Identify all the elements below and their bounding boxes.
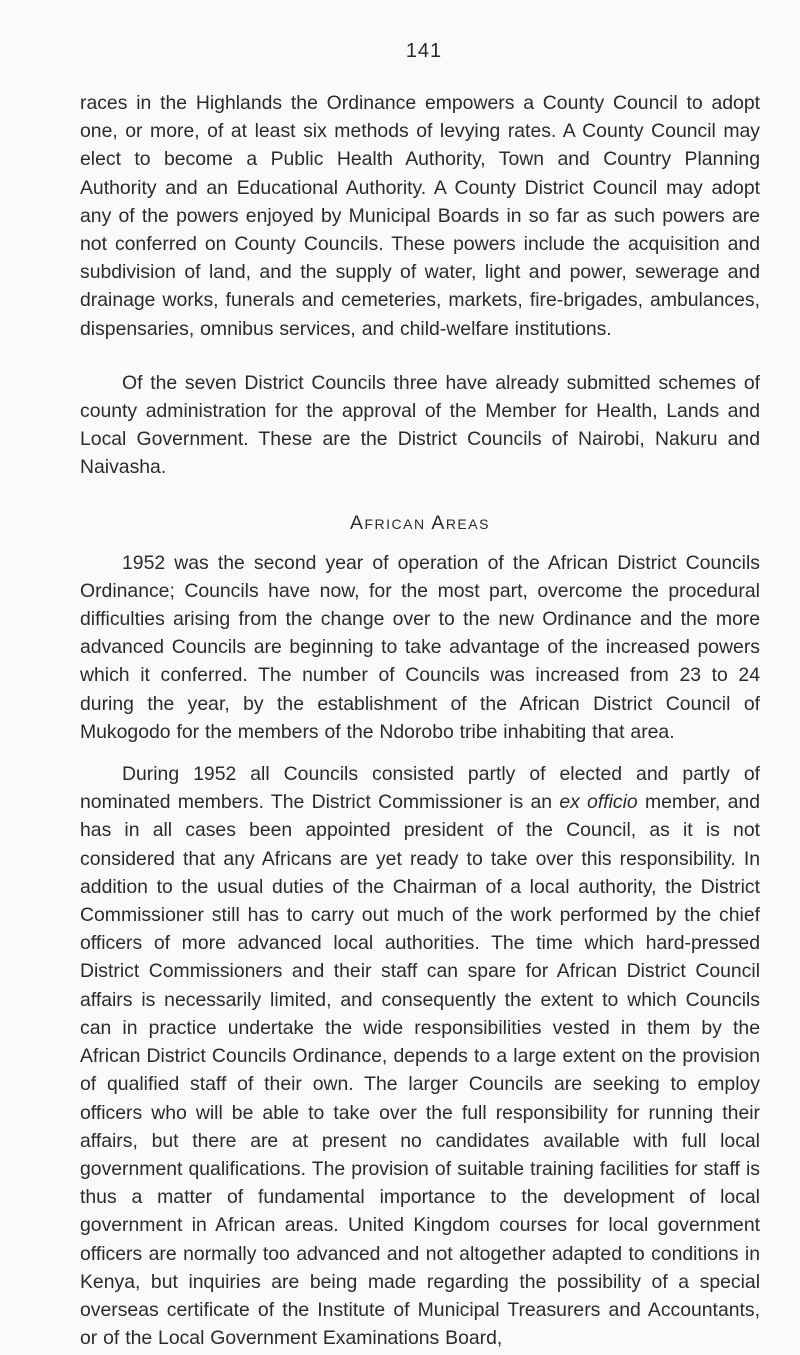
page-number: 141 bbox=[405, 40, 443, 62]
section-heading-african-areas: African Areas bbox=[350, 511, 490, 534]
paragraph-text-segment: member, and has in all cases been appointed president of the Council, as it is not considered that any Africans are yet ready to take over this responsibility. In addition to the usual duties of the Chairman of a local authority, the District Commissioner still has to carry out much of the work performed by the chief officers of more advanced local authorities. The time which hard-pressed District Commissioners and their staff can spare for African District Council affairs is necessarily limited, and consequently the extent to which Councils can in practice undertake the wide responsibilities vested in them by the African District Councils Ordinance, depends to a large extent on the provision of qualified staff of their own. The larger Councils are seeking to employ officers who will be able to take over the full responsibility for running their affairs, but there are at present no candidates available with full local government qualifications. The provision of suitable training facilities for staff is thus a matter of fundamental importance to the development of local government in African areas. United Kingdom courses for local government officers are normally too advanced and not altogether adapted to conditions in Kenya, but inquiries are being made regarding the possibility of a special overseas certificate of the Institute of Municipal Treasurers and Accountants, or of the Local Government Examinations Board, bbox=[80, 791, 760, 1350]
paragraph-county-council-powers: races in the Highlands the Ordinance empowers a County Council to adopt one, or more, of at least six methods of levying rates. A County Council may elect to become a Public Health Authority, Town and Country Planning Authority and an Educational Authority. A County District Council may adopt any of the powers enjoyed by Municipal Boards in so far as such powers are not conferred on County Councils. These powers include the acquisition and subdivision of land, and the supply of water, light and power, sewerage and drainage works, funerals and cemeteries, markets, fire-brigades, ambulances, dispensaries, omnibus services, and child-welfare institutions. bbox=[80, 92, 760, 340]
paragraph-council-composition bbox=[80, 760, 760, 1352]
paragraph-text-segment: During 1952 all Councils consisted partly of elected and partly of nominated members. The District Commissioner is an bbox=[80, 763, 760, 814]
paragraph-district-council-schemes: Of the seven District Councils three have already submitted schemes of county administration for the approval of the Member for Health, Lands and Local Government. These are the District Councils of Nairobi, Nakuru and Naivasha. bbox=[80, 371, 760, 479]
italic-phrase: ex officio bbox=[559, 791, 638, 814]
paragraph-ordinance-second-year: 1952 was the second year of operation of the African District Councils Ordinance; Councils have now, for the most part, overcome the procedural difficulties arising from the change over to the new Ordinance and the more advanced Councils are beginning to take advantage of the increased powers which it conferred. The number of Councils was increased from 23 to 24 during the year, by the establishment of the African District Council of Mukogodo for the members of the Ndorobo tribe inhabiting that area. bbox=[80, 551, 760, 743]
